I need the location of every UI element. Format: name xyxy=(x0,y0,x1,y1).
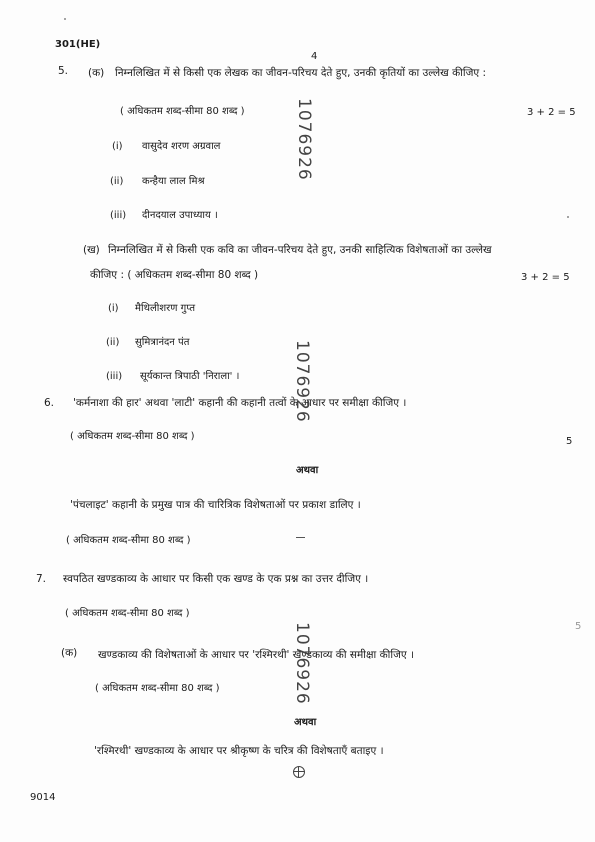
q6-alt-word-limit: ( अधिकतम शब्द-सीमा 80 शब्द ) xyxy=(66,535,191,546)
scan-mark xyxy=(296,537,305,538)
q5-number: 5. xyxy=(58,65,69,77)
q7-ka-text: खण्डकाव्य की विशेषताओं के आधार पर 'रश्मिरथी' खण्डकाव्य की समीक्षा कीजिए । xyxy=(98,649,415,661)
q5-kha-option-num: (i) xyxy=(108,303,119,314)
registration-mark-icon xyxy=(293,766,305,778)
q5-kha-option-text: सुमित्रानंदन पंत xyxy=(135,337,190,348)
scan-speck xyxy=(567,216,569,218)
q6-marks: 5 xyxy=(566,436,573,447)
q5-kha-marks: 3 + 2 = 5 xyxy=(521,272,570,283)
q7-or-separator: अथवा xyxy=(294,717,317,728)
q6-alt-text: 'पंचलाइट' कहानी के प्रमुख पात्र की चारित्रिक विशेषताओं पर प्रकाश डालिए । xyxy=(70,499,361,511)
scan-speck xyxy=(64,18,66,20)
q6-word-limit: ( अधिकतम शब्द-सीमा 80 शब्द ) xyxy=(70,431,195,442)
q5-kha-option-num: (iii) xyxy=(106,371,123,382)
q7-marks: 5 xyxy=(575,621,582,632)
q7-text: स्वपठित खण्डकाव्य के आधार पर किसी एक खण्ड के एक प्रश्न का उत्तर दीजिए । xyxy=(63,573,369,585)
q6-or-separator: अथवा xyxy=(296,465,319,476)
q7-ka-label: (क) xyxy=(61,647,78,659)
q5-ka-text: निम्नलिखित में से किसी एक लेखक का जीवन-परिचय देते हुए, उनकी कृतियों का उल्लेख कीजिए : xyxy=(115,67,487,79)
watermark-serial: 1076926 xyxy=(294,98,314,181)
q5-kha-text-line2: कीजिए : ( अधिकतम शब्द-सीमा 80 शब्द ) xyxy=(90,269,259,281)
q7-number: 7. xyxy=(36,573,47,585)
watermark-serial: 1076926 xyxy=(292,622,312,705)
q7-alt-text: 'रश्मिरथी' खण्डकाव्य के आधार पर श्रीकृष्ण के चरित्र की विशेषताएँ बताइए । xyxy=(94,745,384,757)
q5-kha-option-text: मैथिलीशरण गुप्त xyxy=(135,303,196,314)
q7-ka-word-limit: ( अधिकतम शब्द-सीमा 80 शब्द ) xyxy=(95,683,220,694)
q6-number: 6. xyxy=(44,397,55,409)
q5-ka-option-text: वासुदेव शरण अग्रवाल xyxy=(142,141,221,152)
q5-ka-label: (क) xyxy=(88,67,105,79)
footer-code: 9014 xyxy=(30,792,56,803)
q5-ka-option-num: (i) xyxy=(112,141,123,152)
q5-kha-option-num: (ii) xyxy=(106,337,120,348)
q5-ka-option-text: कन्हैया लाल मिश्र xyxy=(142,176,205,187)
q5-kha-text-line1: निम्नलिखित में से किसी एक कवि का जीवन-परिचय देते हुए, उनकी साहित्यिक विशेषताओं का उल्लेख xyxy=(108,244,492,256)
q5-ka-option-text: दीनदयाल उपाध्याय । xyxy=(142,210,218,221)
q5-ka-marks: 3 + 2 = 5 xyxy=(527,107,576,118)
q5-ka-word-limit: ( अधिकतम शब्द-सीमा 80 शब्द ) xyxy=(120,106,245,117)
q7-word-limit: ( अधिकतम शब्द-सीमा 80 शब्द ) xyxy=(65,608,190,619)
q6-text: 'कर्मनाशा की हार' अथवा 'लाटी' कहानी की कहानी तत्वों के आधार पर समीक्षा कीजिए । xyxy=(73,397,407,409)
q5-ka-option-num: (ii) xyxy=(110,176,124,187)
q5-ka-option-num: (iii) xyxy=(110,210,127,221)
page-number: 4 xyxy=(311,51,318,62)
paper-code: 301(HE) xyxy=(55,39,101,50)
watermark-serial: 1076926 xyxy=(292,340,312,423)
q5-kha-label: (ख) xyxy=(83,244,100,256)
q5-kha-option-text: सूर्यकान्त त्रिपाठी 'निराला' । xyxy=(140,371,240,382)
